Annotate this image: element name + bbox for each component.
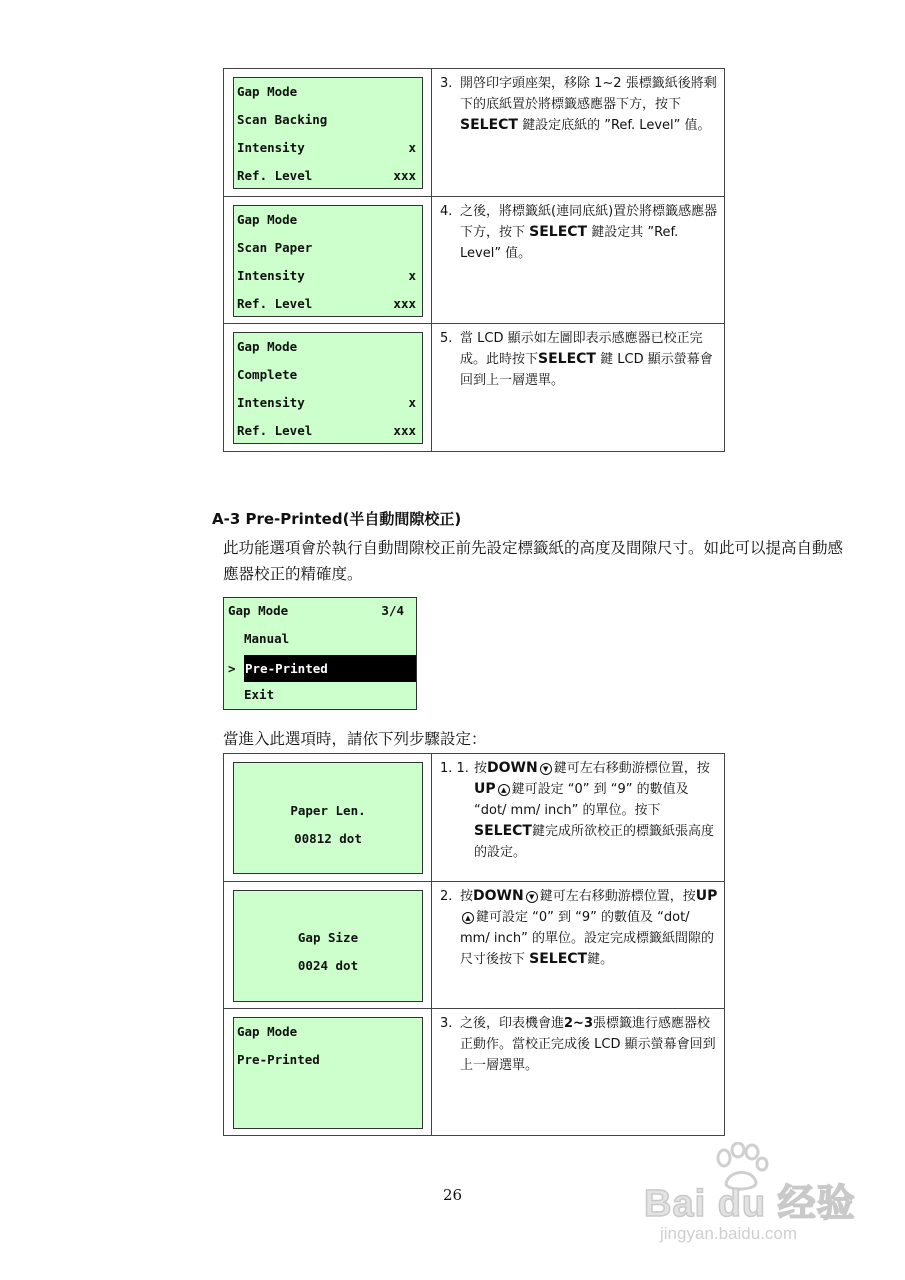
lcd-screen: [233, 890, 423, 1002]
lcd-line: 0024 dot: [297, 958, 359, 973]
step-instruction: 1. 1. 按DOWN ▼ 鍵可左右移動游標位置，按UP ▲ 鍵可設定 “0” 到 “9” 的數值及 “dot/ mm/ inch” 的單位。按下SELECT鍵完成所欲校正的標籤紙張高度的設定。: [440, 760, 714, 860]
up-arrow-icon: ▲: [462, 912, 474, 924]
up-key-label: UP: [695, 888, 718, 904]
lcd-line: Intensity: [237, 268, 305, 283]
lcd-value: x: [408, 140, 416, 155]
lcd-line: Gap Size: [297, 930, 359, 945]
lcd-line: Intensity: [237, 140, 305, 155]
menu-page-indicator: 3/4: [381, 603, 404, 618]
step-number: 4.: [440, 204, 453, 219]
lcd-line: Gap Mode: [237, 1024, 298, 1039]
step-instruction: 4. 之後，將標籤紙(連同底紙)置於將標籤感應器下方，按下 SELECT 鍵設定其 ”Ref. Level” 值。: [440, 201, 718, 264]
step-number: 1. 1.: [440, 761, 469, 776]
select-key-label: SELECT: [529, 951, 588, 967]
lcd-line: Ref. Level: [237, 296, 313, 311]
baidu-watermark: [640, 1142, 890, 1252]
lcd-value: x: [408, 395, 416, 410]
lcd-line: Gap Mode: [237, 84, 298, 99]
lcd-line: Complete: [237, 367, 298, 382]
steps-intro: 當進入此選項時，請依下列步驟設定：: [223, 730, 487, 748]
lcd-line: Scan Paper: [237, 240, 313, 255]
step-number: 5.: [440, 331, 453, 346]
lcd-screen: [233, 77, 423, 189]
select-key-label: SELECT: [529, 224, 588, 240]
watermark-brand: Bai du 经验: [644, 1183, 856, 1225]
up-arrow-icon: ▲: [498, 784, 510, 796]
lcd-line: Paper Len.: [290, 803, 366, 818]
step-number: 3.: [440, 76, 453, 91]
lcd-line: Ref. Level: [237, 168, 313, 183]
table-row: [224, 197, 724, 324]
table-row: [224, 69, 724, 197]
gap-mode-menu-lcd: [223, 597, 417, 710]
lcd-screen: [233, 762, 423, 874]
menu-item-manual: Manual: [244, 631, 290, 646]
down-arrow-icon: ▼: [526, 891, 538, 903]
lcd-value: xxx: [393, 423, 416, 438]
lcd-screen: [233, 1017, 423, 1129]
table-row: [224, 882, 724, 1009]
lcd-value: xxx: [393, 296, 416, 311]
selection-caret: >: [228, 661, 236, 676]
menu-item-pre-printed-selected: Pre-Printed: [244, 655, 416, 682]
lcd-screen: [233, 332, 423, 444]
section-paragraph: 此功能選項會於執行自動間隙校正前先設定標籤紙的高度及間隙尺寸。如此可以提高自動感應器校正的精確度。: [223, 539, 844, 583]
table-row: [224, 324, 724, 451]
select-key-label: SELECT: [460, 117, 518, 133]
lcd-line: 00812 dot: [294, 831, 362, 846]
down-arrow-icon: ▼: [540, 763, 552, 775]
section-heading: A-3 Pre-Printed(半自動間隙校正): [212, 510, 462, 528]
lcd-value: x: [408, 268, 416, 283]
step-instruction: 2. 按DOWN ▼ 鍵可左右移動游標位置，按UP▲ 鍵可設定 “0” 到 “9” 的數值及 “dot/ mm/ inch” 的單位。設定完成標籤紙間隙的尺寸後按下 SELECT鍵。: [440, 888, 718, 967]
up-key-label: UP: [474, 781, 496, 797]
select-key-label: SELECT: [538, 351, 596, 367]
step-number: 3.: [440, 1016, 453, 1031]
step-instruction: 5. 當 LCD 顯示如左圖即表示感應器已校正完成。此時按下SELECT 鍵 LCD 顯示螢幕會回到上一層選單。: [440, 328, 718, 391]
watermark-url: jingyan.baidu.com: [660, 1224, 798, 1243]
down-key-label: DOWN: [487, 760, 538, 776]
step-number: 2.: [440, 889, 453, 904]
table-row: [224, 1009, 724, 1135]
select-key-label: SELECT: [474, 823, 532, 839]
lcd-line: Scan Backing: [237, 112, 328, 127]
lcd-line: Gap Mode: [237, 339, 298, 354]
page-number: 26: [442, 1186, 463, 1204]
calibration-table-2: [223, 753, 725, 1136]
step-instruction: 3. 之後，印表機會進2~3張標籤進行感應器校正動作。當校正完成後 LCD 顯示螢幕會回到上一層選單。: [440, 1013, 718, 1076]
lcd-value: xxx: [393, 168, 416, 183]
calibration-table-1: [223, 68, 725, 452]
lcd-line: Intensity: [237, 395, 305, 410]
table-row: [224, 754, 724, 882]
lcd-line: Gap Mode: [237, 212, 298, 227]
lcd-screen: [233, 205, 423, 317]
menu-title: Gap Mode: [228, 603, 289, 618]
menu-item-exit: Exit: [244, 687, 275, 702]
down-key-label: DOWN: [473, 888, 524, 904]
step-instruction: 3. 開啓印字頭座架，移除 1~2 張標籤紙後將剩下的底紙置於將標籤感應器下方，按下 SELECT 鍵設定底紙的 ”Ref. Level” 值。: [440, 73, 718, 136]
lcd-line: Ref. Level: [237, 423, 313, 438]
lcd-line: Pre-Printed: [237, 1052, 320, 1067]
